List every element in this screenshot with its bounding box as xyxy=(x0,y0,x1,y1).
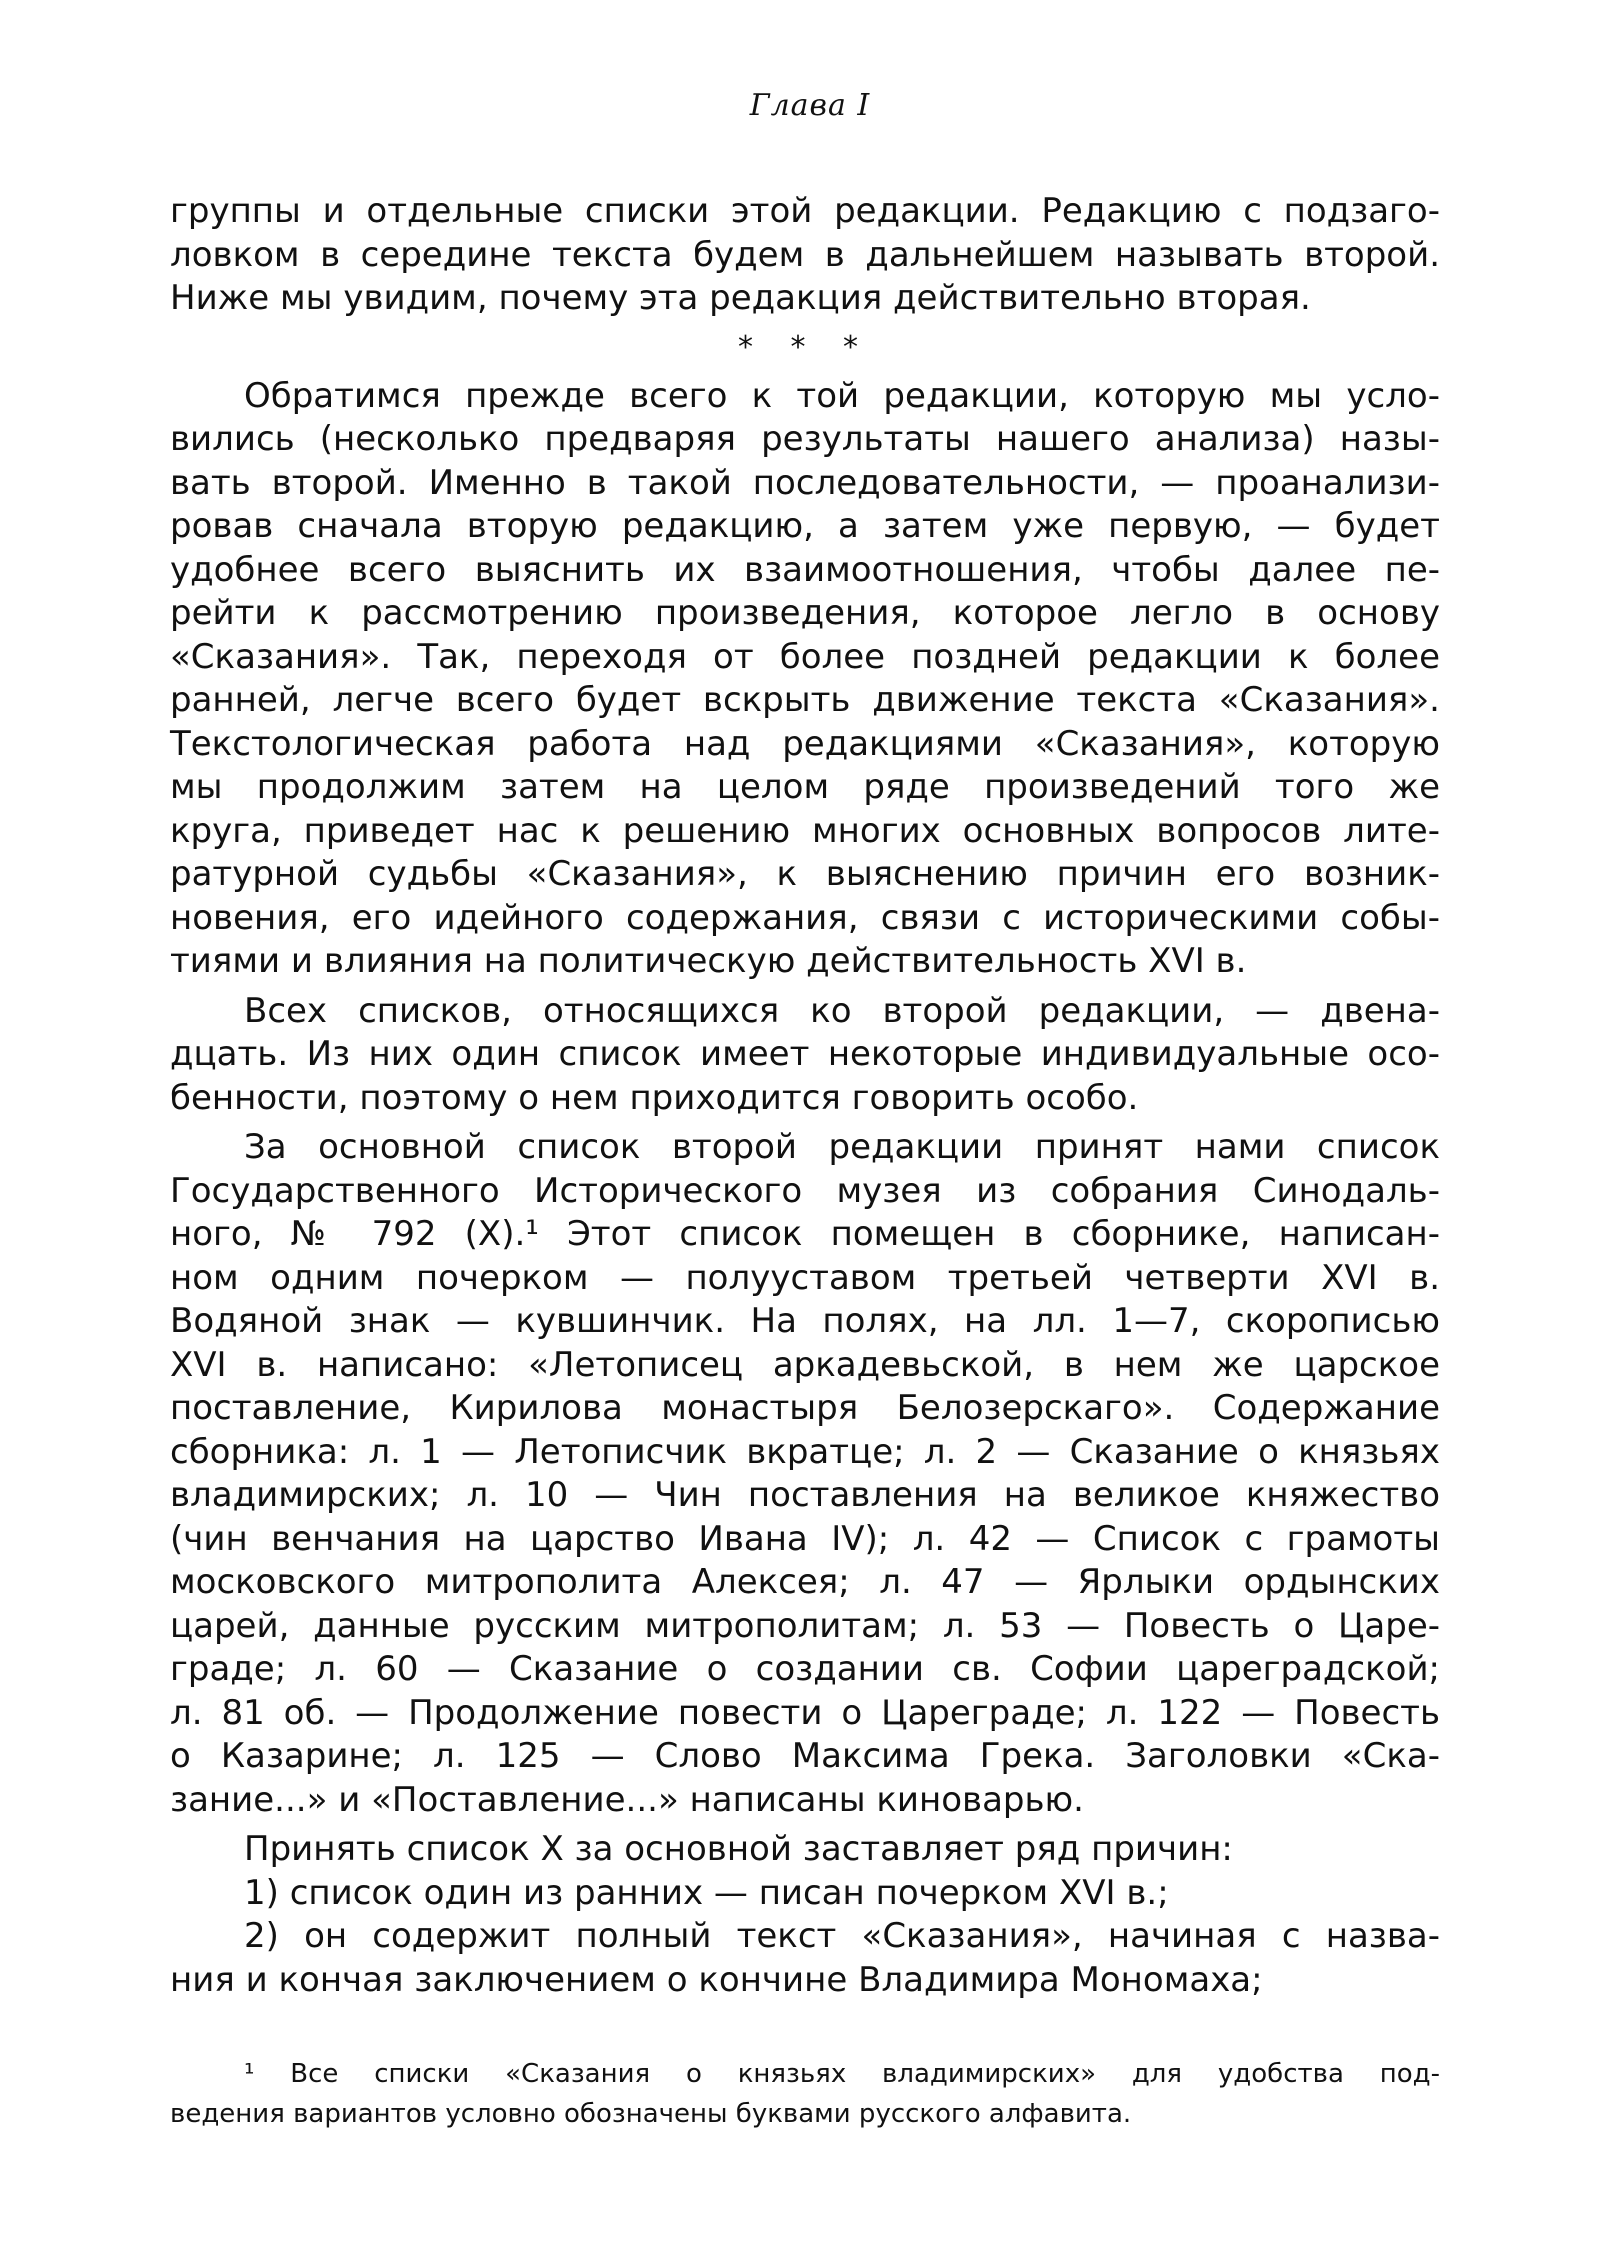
text-line: Текстологическая работа над редакциями «Сказания», которую xyxy=(170,723,1440,764)
text-line: За основной список второй редакции принят нами список xyxy=(244,1127,1440,1167)
text-line: новения, его идейного содержания, связи с историческими собы- xyxy=(170,897,1440,938)
text-line: владимирских; л. 10 — Чин поставления на великое княжество xyxy=(170,1475,1440,1515)
text-line: вились (несколько предваряя результаты нашего анализа) назы- xyxy=(170,419,1440,459)
text-line: л. 81 об. — Продолжение повести о Цареграде; л. 122 — Повесть xyxy=(170,1692,1440,1733)
list-item xyxy=(170,1915,1440,2002)
text-line: Обратимся прежде всего к той редакции, которую мы усло- xyxy=(244,375,1440,416)
text-line: Ниже мы увидим, почему эта редакция действительно вторая. xyxy=(170,278,1311,318)
section-separator: * * * xyxy=(737,329,873,365)
text-line: поставление, Кирилова монастыря Белозерскаго». Содержание xyxy=(170,1388,1440,1428)
text-line: группы и отдельные списки этой редакции. Редакцию с подзаго- xyxy=(170,191,1440,231)
text-line: удобнее всего выяснить их взаимоотношения, чтобы далее пе- xyxy=(170,549,1440,590)
text-line: ного, № 792 (X).¹ Этот список помещен в сборнике, написан- xyxy=(170,1214,1440,1254)
paragraph xyxy=(170,990,1440,1121)
footnote xyxy=(170,2054,1440,2134)
text-line: ровав сначала вторую редакцию, а затем уже первую, — будет xyxy=(170,506,1440,546)
text-line: московского митрополита Алексея; л. 47 — Ярлыки ордынских xyxy=(170,1562,1440,1602)
text-line: ном одним почерком — полууставом третьей четверти XVI в. xyxy=(170,1257,1440,1298)
text-line: о Казарине; л. 125 — Слово Максима Грека. Заголовки «Ска- xyxy=(170,1736,1440,1776)
paragraph xyxy=(170,1126,1440,1822)
paragraph xyxy=(170,1828,1440,1872)
text-line: тиями и влияния на политическую действительность XVI в. xyxy=(170,941,1247,981)
paragraph xyxy=(170,375,1440,984)
text-line: рейти к рассмотрению произведения, которое легло в основу xyxy=(170,593,1440,633)
chapter-header: Глава I xyxy=(749,88,871,123)
text-line: Принять список X за основной заставляет ряд причин: xyxy=(244,1829,1233,1869)
footnote-line: ¹ Все списки «Сказания о князьях владимирских» для удобства под- xyxy=(244,2059,1440,2089)
text-line: Всех списков, относящихся ко второй редакции, — двена- xyxy=(244,990,1440,1031)
footnote-line: ведения вариантов условно обозначены буквами русского алфавита. xyxy=(170,2099,1132,2129)
main-text xyxy=(170,190,1440,2002)
text-line: граде; л. 60 — Сказание о создании св. Софии цареградской; xyxy=(170,1649,1440,1689)
text-line: круга, приведет нас к решению многих основных вопросов лите- xyxy=(170,810,1440,851)
paragraph xyxy=(170,190,1440,321)
text-line: ния и кончая заключением о кончине Владимира Мономаха; xyxy=(170,1959,1263,2000)
text-line: XVI в. написано: «Летописец аркадевьской, в нем же царское xyxy=(170,1344,1440,1385)
text-line: (чин венчания на царство Ивана IV); л. 42 — Список с грамоты xyxy=(170,1518,1440,1559)
text-line: ратурной судьбы «Сказания», к выяснению причин его возник- xyxy=(170,854,1440,894)
text-line: «Сказания». Так, переходя от более поздней редакции к более xyxy=(170,636,1440,677)
text-line: ловком в середине текста будем в дальнейшем называть второй. xyxy=(170,234,1440,275)
text-line: Государственного Исторического музея из собрания Синодаль- xyxy=(170,1170,1440,1211)
text-line: сборника: л. 1 — Летописчик вкратце; л. 2 — Сказание о князьях xyxy=(170,1431,1440,1472)
text-line: царей, данные русским митрополитам; л. 53 — Повесть о Царе- xyxy=(170,1605,1440,1646)
text-line: ранней, легче всего будет вскрыть движение текста «Сказания». xyxy=(170,680,1440,720)
text-line: вать второй. Именно в такой последовательности, — проанализи- xyxy=(170,462,1440,503)
text-line: зание...» и «Поставление...» написаны киноварью. xyxy=(170,1779,1084,1820)
list-item xyxy=(170,1872,1440,1916)
text-line: 1) список один из ранних — писан почерком XVI в.; xyxy=(244,1872,1169,1913)
text-line: 2) он содержит полный текст «Сказания», начиная с назва- xyxy=(244,1916,1440,1956)
text-line: дцать. Из них один список имеет некоторые индивидуальные осо- xyxy=(170,1034,1440,1074)
text-line: мы продолжим затем на целом ряде произведений того же xyxy=(170,767,1440,807)
text-line: Водяной знак — кувшинчик. На полях, на лл. 1—7, скорописью xyxy=(170,1301,1440,1341)
text-line: бенности, поэтому о нем приходится говорить особо. xyxy=(170,1077,1139,1118)
